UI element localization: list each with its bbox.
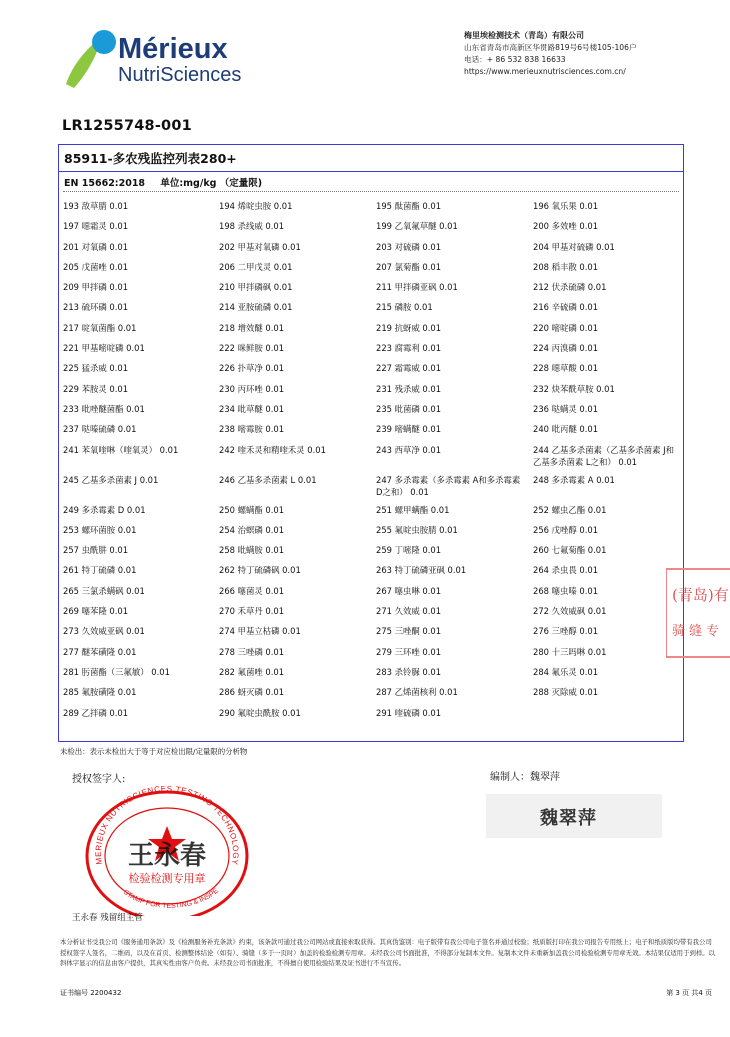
table-cell: 238 嘧霉胺 0.01 [219, 424, 285, 435]
seam-stamp-line-left [666, 568, 667, 658]
table-cell: 233 吡唑醚菌酯 0.01 [63, 403, 145, 414]
table-cell: 263 特丁硫磷亚砜 0.01 [376, 565, 467, 576]
table-cell: 215 磷胺 0.01 [376, 302, 433, 313]
table-cell: 227 霜霉威 0.01 [376, 363, 442, 374]
pesticide-list-frame [58, 144, 684, 742]
table-row [59, 301, 681, 321]
table-row [59, 564, 681, 584]
company-phone: 电话：+ 86 532 838 16633 [464, 55, 566, 64]
table-cell: 259 丁嘧隆 0.01 [376, 545, 442, 556]
table-row [59, 322, 681, 342]
table-row [59, 605, 681, 625]
seam-stamp-text-2: 骑缝专 [672, 624, 724, 639]
table-cell: 220 嘧啶磷 0.01 [533, 322, 599, 333]
report-number: LR1255748-001 [62, 118, 192, 134]
company-info [464, 30, 637, 78]
table-cell: 237 哒嗪硫磷 0.01 [63, 424, 137, 435]
table-cell: 252 螺虫乙酯 0.01 [533, 504, 607, 515]
table-cell: 247 多杀霉素（多杀霉素 A和多杀霉素 D之和） 0.01 [376, 474, 521, 497]
table-cell: 277 醚苯磺隆 0.01 [63, 646, 137, 657]
table-cell: 278 三唑磷 0.01 [219, 646, 285, 657]
table-cell: 291 喹硫磷 0.01 [376, 707, 442, 718]
table-cell: 281 肟菌酯（三氟敏） 0.01 [63, 666, 170, 677]
table-cell: 231 残杀威 0.01 [376, 383, 442, 394]
table-cell: 261 特丁硫磷 0.01 [63, 565, 137, 576]
editor-signature: 魏翠萍 [540, 808, 597, 829]
table-cell: 269 噻苯隆 0.01 [63, 606, 129, 617]
table-cell: 254 治螟磷 0.01 [219, 524, 285, 535]
table-cell: 265 三氯杀螨砜 0.01 [63, 585, 145, 596]
table-cell: 201 对氧磷 0.01 [63, 241, 129, 252]
signer-name: 王永春 残留组主管 [72, 913, 143, 923]
company-address: 山东省青岛市高新区华贯路819号6号楼105-106户 [464, 43, 637, 52]
table-row [59, 281, 681, 301]
table-cell: 224 丙溴磷 0.01 [533, 343, 599, 354]
table-cell: 219 抗蚜威 0.01 [376, 322, 442, 333]
table-cell: 216 辛硫磷 0.01 [533, 302, 599, 313]
table-cell: 236 哒螨灵 0.01 [533, 403, 599, 414]
table-cell: 232 炔苯酰草胺 0.01 [533, 383, 615, 394]
table-row [59, 686, 681, 706]
table-cell: 214 亚胺硫磷 0.01 [219, 302, 293, 313]
table-row [59, 241, 681, 261]
table-cell: 285 氟胺磺隆 0.01 [63, 687, 137, 698]
table-cell: 257 虫酰肼 0.01 [63, 545, 129, 556]
table-cell: 222 咪鲜胺 0.01 [219, 343, 285, 354]
logo-line2: NutriSciences [118, 64, 242, 86]
table-cell: 258 吡螨胺 0.01 [219, 545, 285, 556]
table-cell: 229 苯胺灵 0.01 [63, 383, 129, 394]
company-name: 梅里埃检测技术（青岛）有限公司 [464, 31, 584, 40]
table-row [59, 707, 681, 727]
table-cell: 256 戊唑醇 0.01 [533, 524, 599, 535]
table-cell: 226 扑草净 0.01 [219, 363, 285, 374]
table-cell: 194 烯啶虫胺 0.01 [219, 201, 293, 211]
table-cell: 268 噻虫嗪 0.01 [533, 585, 599, 596]
table-cell: 207 氯菊酯 0.01 [376, 261, 442, 272]
table-cell: 235 吡菌磷 0.01 [376, 403, 442, 414]
table-cell: 211 甲拌磷亚砜 0.01 [376, 282, 458, 293]
table-row [59, 220, 681, 240]
table-row [59, 646, 681, 666]
table-cell: 193 敌草腈 0.01 [63, 201, 129, 211]
table-cell: 288 灭除威 0.01 [533, 687, 599, 698]
section-title: 85911-多农残监控列表280+ [59, 145, 683, 172]
table-cell: 248 多杀霉素 A 0.01 [533, 474, 615, 485]
table-cell: 266 噻菌灵 0.01 [219, 585, 285, 596]
certificate-number: 证书编号 2200432 [60, 989, 122, 997]
table-row [59, 504, 681, 524]
unit-label: 单位:mg/kg （定量限) [160, 178, 263, 189]
table-cell: 279 三环唑 0.01 [376, 646, 442, 657]
table-cell: 290 氟啶虫酰胺 0.01 [219, 707, 301, 718]
table-cell: 196 氧乐果 0.01 [533, 201, 599, 211]
table-cell: 273 久效威亚砜 0.01 [63, 626, 145, 637]
table-cell: 284 氟乐灵 0.01 [533, 666, 599, 677]
table-cell: 271 久效威 0.01 [376, 606, 442, 617]
table-row [59, 362, 681, 382]
table-cell: 289 乙拌磷 0.01 [63, 707, 129, 718]
table-cell: 272 久效威砜 0.01 [533, 606, 607, 617]
pesticide-grid [59, 200, 681, 727]
table-cell: 282 氟菌唑 0.01 [219, 666, 285, 677]
table-cell: 280 十三吗啉 0.01 [533, 646, 607, 657]
stamp-inner-text: 检验检测专用章 [128, 872, 206, 885]
table-cell: 205 戊菌唑 0.01 [63, 261, 129, 272]
table-cell: 221 甲基嘧啶磷 0.01 [63, 343, 145, 354]
table-cell: 240 吡丙醚 0.01 [533, 424, 599, 435]
table-cell: 202 甲基对氧磷 0.01 [219, 241, 301, 252]
table-cell: 243 西草净 0.01 [376, 444, 442, 455]
company-logo [62, 26, 262, 98]
table-row [59, 200, 681, 220]
table-cell: 270 禾草丹 0.01 [219, 606, 285, 617]
table-cell: 206 二甲戊灵 0.01 [219, 261, 293, 272]
table-cell [529, 707, 681, 727]
table-cell: 255 氟啶虫胺腈 0.01 [376, 524, 458, 535]
page-number: 第 3 页 共4 页 [666, 989, 712, 997]
table-cell: 250 螺螨酯 0.01 [219, 504, 285, 515]
table-cell: 251 螺甲螨酯 0.01 [376, 504, 450, 515]
table-cell: 212 伏杀硫磷 0.01 [533, 282, 607, 293]
table-cell: 210 甲拌磷砜 0.01 [219, 282, 293, 293]
stamp-center-text: 王永春 [127, 841, 207, 871]
seam-stamp-fragment [666, 568, 730, 660]
table-cell: 264 杀虫畏 0.01 [533, 565, 599, 576]
table-cell: 244 乙基多杀菌素（乙基多杀菌素 J和乙基多杀菌素 L之和） 0.01 [533, 444, 675, 467]
table-row [59, 403, 681, 423]
seam-stamp-line-top [666, 568, 730, 570]
table-cell: 200 多效唑 0.01 [533, 221, 599, 232]
table-row [59, 666, 681, 686]
table-cell: 203 对硫磷 0.01 [376, 241, 442, 252]
table-row [59, 423, 681, 443]
seam-stamp-text-1: (青岛)有 [672, 586, 729, 604]
table-row [59, 444, 681, 474]
table-cell: 262 特丁硫磷砜 0.01 [219, 565, 301, 576]
table-cell: 208 稻丰散 0.01 [533, 261, 599, 272]
company-url[interactable]: https://www.merieuxnutrisciences.com.cn/ [464, 67, 626, 76]
table-cell: 234 吡草醚 0.01 [219, 403, 285, 414]
table-cell: 249 多杀霉素 D 0.01 [63, 504, 146, 515]
standard-method: EN 15662:2018 [64, 178, 146, 189]
table-cell: 225 猛杀威 0.01 [63, 363, 129, 374]
table-cell: 204 甲基对硫磷 0.01 [533, 241, 615, 252]
table-cell: 209 甲拌磷 0.01 [63, 282, 129, 293]
table-row [59, 625, 681, 645]
table-cell: 195 酞菌酯 0.01 [376, 201, 442, 211]
table-cell: 239 嘧螨醚 0.01 [376, 424, 442, 435]
stamp-bottom-text: STAMP FOR TESTING & INSPE [121, 887, 220, 910]
table-cell: 199 乙氧氟草醚 0.01 [376, 221, 458, 232]
table-row [59, 383, 681, 403]
table-cell: 274 甲基立枯磷 0.01 [219, 626, 301, 637]
table-row [59, 261, 681, 281]
authorized-signatory-label: 授权签字人: [72, 774, 126, 785]
table-cell: 276 三唑醇 0.01 [533, 626, 599, 637]
table-row [59, 342, 681, 362]
table-cell: 217 啶氧菌酯 0.01 [63, 322, 137, 333]
table-cell: 286 蚜灭磷 0.01 [219, 687, 285, 698]
table-cell: 197 噁霜灵 0.01 [63, 221, 129, 232]
logo-line1: Mérieux [118, 33, 228, 65]
table-cell: 213 硫环磷 0.01 [63, 302, 129, 313]
table-cell: 287 乙烯菌核利 0.01 [376, 687, 458, 698]
official-stamp [80, 786, 254, 916]
table-cell: 218 增效醚 0.01 [219, 322, 285, 333]
footnote: 未检出：表示未检出大于等于对应检出限/定量限的分析物 [60, 747, 248, 756]
stamp-ring-text: MERIEUX NUTRISCIENCES TESTING TECHNOLOGY [93, 786, 241, 866]
table-row [59, 474, 681, 504]
table-cell: 253 螺环菌胺 0.01 [63, 524, 137, 535]
disclaimer-text: 本分析证书受我公司《服务通用条款》及《检测服务补充条款》约束，该条款可通过我公司网站或直接索取获得。其真伪鉴别：电子版带有我公司电子签名并通过校验；纸质版打印在我公司报告专用纸上；电子和纸质版均带有我公司授权签字人签名，二维码，以及在首页、检测整体结论（如有）、骑缝（多于一页时）加盖的检验检测专用章。未经我公司书面批准，不得部分复制本文件。复制本文件未重新加盖我公司检验检测专用章无效。本结果仅适用于到样。以斜体字显示的信息由客户提供，其真实性由客户负责。未经我公司书面批准，不得擅自使用检验结果及证书进行不当宣传。 [60, 938, 716, 967]
dotted-divider [63, 191, 679, 192]
table-cell: 242 喹禾灵和精喹禾灵 0.01 [219, 444, 326, 455]
table-cell: 260 七氟菊酯 0.01 [533, 545, 607, 556]
table-cell: 275 三唑酮 0.01 [376, 626, 442, 637]
table-cell: 267 噻虫啉 0.01 [376, 585, 442, 596]
table-row [59, 585, 681, 605]
seam-stamp-line-bottom [666, 656, 730, 658]
table-row [59, 524, 681, 544]
table-cell: 246 乙基多杀菌素 L 0.01 [219, 474, 317, 485]
table-cell: 283 杀铃脲 0.01 [376, 666, 442, 677]
standard-row [64, 175, 274, 189]
table-row [59, 544, 681, 564]
editor-label: 编制人：魏翠萍 [490, 772, 560, 783]
table-cell: 241 苯氧喹啉（喹氧灵） 0.01 [63, 444, 179, 455]
table-cell: 230 丙环唑 0.01 [219, 383, 285, 394]
table-cell: 228 噁草酸 0.01 [533, 363, 599, 374]
table-cell: 223 腐霉利 0.01 [376, 343, 442, 354]
table-cell: 245 乙基多杀菌素 J 0.01 [63, 474, 159, 485]
logo-dot-icon [92, 30, 116, 54]
table-cell: 198 杀线威 0.01 [219, 221, 285, 232]
